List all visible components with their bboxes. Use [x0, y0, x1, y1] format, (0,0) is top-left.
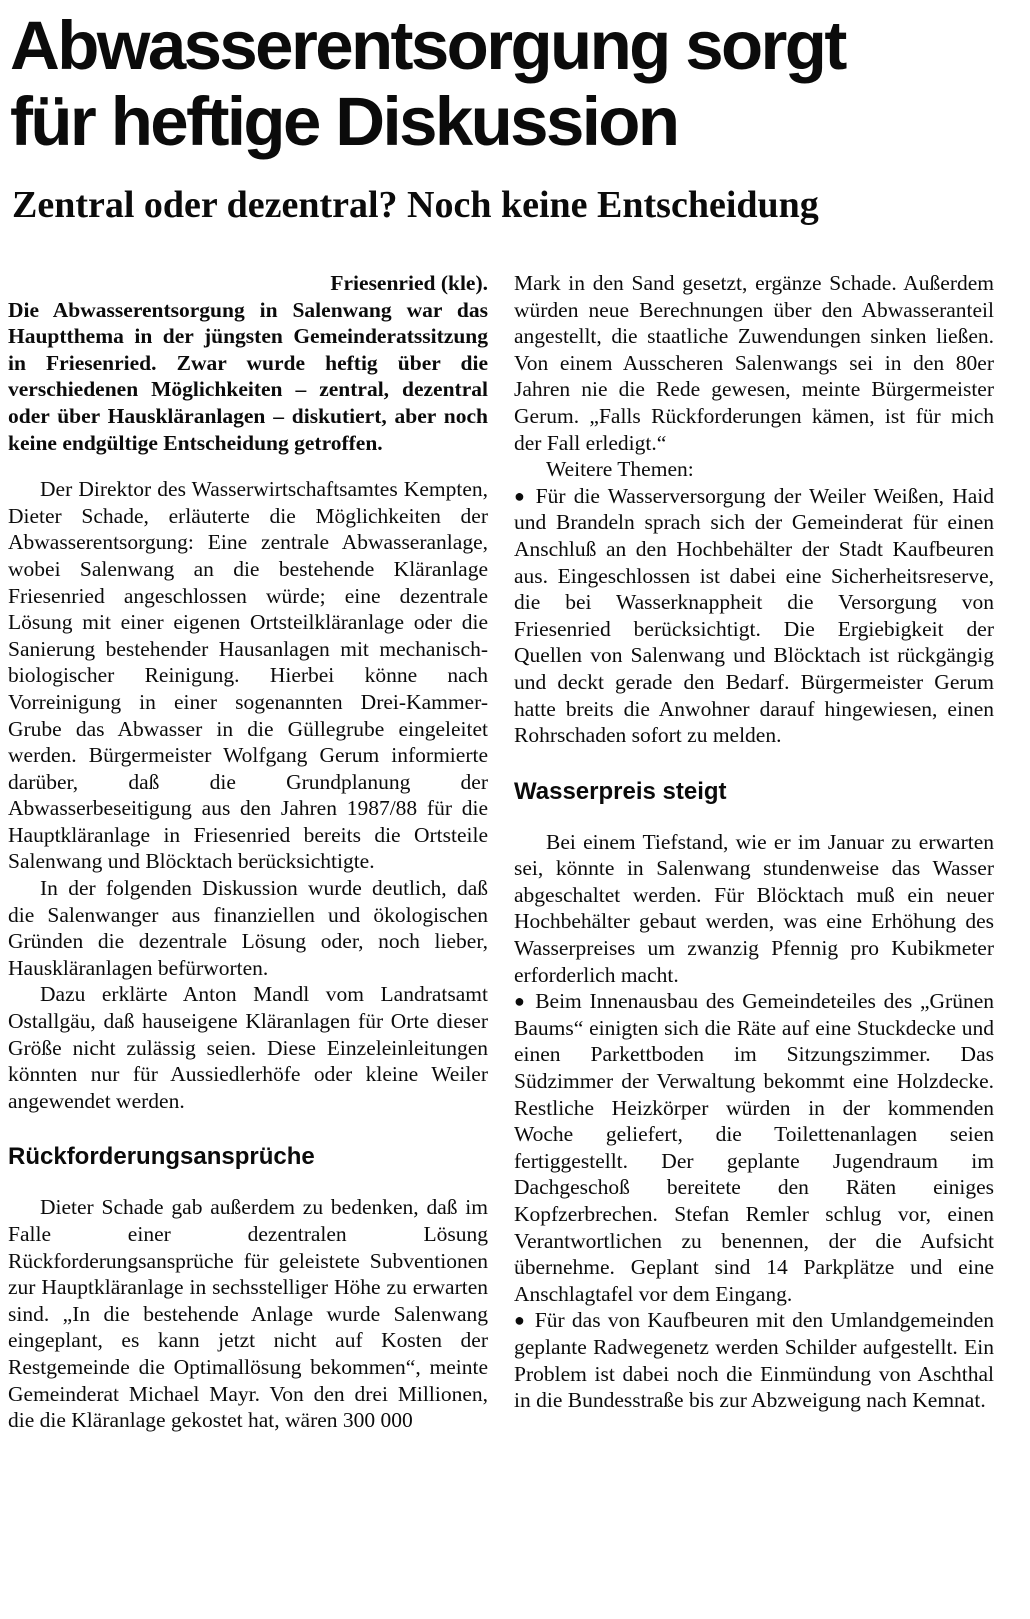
- headline-line-1: Abwasserentsorgung sorgt: [10, 7, 845, 84]
- section-subtitle: Rückforderungsansprüche: [8, 1143, 315, 1171]
- body-paragraph: Bei einem Tiefstand, wie er im Januar zu erwarten sei, könnte in Salenwang stundenweise das Wasser abgeschaltet werden. Für Blöcktach muß ein neuer Hochbehälter gebaut werden, was eine Erhöhung des Wasserpreises um zwanzig Pfennig pro Kubikmeter erforderlich macht.: [514, 829, 994, 987]
- body-paragraph: Der Direktor des Wasserwirtschaftsamtes Kempten, Dieter Schade, erläuterte die Möglichkeiten der Abwasserentsorgung: Eine zentrale Abwasseranlage, wobei Salenwang an die bestehende Kläranlage Friesenried angeschlossen würde; eine dezentrale Lösung mit einer eigenen Ortsteilkläranlage oder die Sanierung bestehender Hausanlagen mit mechanisch-biologischer Reinigung. Hierbei könne nach Vorreinigung in einer sogenannten Drei-Kammer-Grube das Abwasser in die Güllegrube eingeleitet werden. Bürgermeister Wolfgang Gerum informierte darüber, daß die Grundplanung der Abwasserbeseitigung aus den Jahren 1987/88 für die Hauptkläranlage in Friesenried bereits die Ortsteile Salenwang und Blöcktach berücksichtigte.: [8, 477, 488, 874]
- body-paragraph: In der folgenden Diskussion wurde deutlich, daß die Salenwanger aus finanziellen und ökologischen Gründen die dezentrale Lösung oder, noch lieber, Hauskläranlagen befürworten.: [8, 876, 488, 980]
- lead-paragraph: Die Abwasserentsorgung in Salenwang war das Hauptthema in der jüngsten Gemeinderatssitzung in Friesenried. Zwar wurde heftig über die verschiedenen Möglichkeiten – zentral, dezentral oder über Hauskläranlagen – diskutiert, aber noch keine endgültige Entscheidung getroffen.: [8, 297, 488, 455]
- dateline: Friesenried (kle).: [330, 271, 488, 295]
- headline: [10, 8, 1020, 160]
- subheadline: Zentral oder dezentral? Noch keine Entscheidung: [12, 184, 819, 226]
- bullet-paragraph: ● Für das von Kaufbeuren mit den Umlandgemeinden geplante Radwegenetz werden Schilder aufgestellt. Ein Problem ist dabei noch die Einmündung von Aschthal in die Bundesstraße bis zur Abzweigung nach Kemnat.: [514, 1307, 994, 1413]
- section-subtitle: Wasserpreis steigt: [514, 777, 727, 805]
- body-paragraph: Dazu erklärte Anton Mandl vom Landratsamt Ostallgäu, daß hauseigene Kläranlagen für Orte dieser Größe nicht zulässig seien. Diese Einzeleinleitungen könnten nur für Aussiedlerhöfe oder kleine Weiler angewendet werden.: [8, 982, 488, 1113]
- headline-line-2: für heftige Diskussion: [10, 83, 678, 160]
- article-column-left: [8, 270, 488, 1434]
- body-paragraph: Mark in den Sand gesetzt, ergänze Schade. Außerdem würden neue Berechnungen über den Abwasseranteil angestellt, die staatliche Zuwendungen sinken ließen. Von einem Ausscheren Salenwangs sei in den 80er Jahren nie die Rede gewesen, meinte Bürgermeister Gerum. „Falls Rückforderungen kämen, ist für mich der Fall erledigt.“: [514, 271, 994, 455]
- article-column-right: [514, 270, 994, 1414]
- topics-label: Weitere Themen:: [546, 457, 694, 482]
- bullet-paragraph: ● Für die Wasserversorgung der Weiler Weißen, Haid und Brandeln sprach sich der Gemeinderat für einen Anschluß an den Hochbehälter der Stadt Kaufbeuren aus. Eingeschlossen ist dabei eine Sicherheitsreserve, die bei Wasserknappheit die Versorgung von Friesenried berücksichtigt. Die Ergiebigkeit der Quellen von Salenwang und Blöcktach ist rückgängig und deckt gerade den Bedarf. Bürgermeister Gerum hatte breits die Anwohner darauf hingewiesen, einen Rohrschaden sofort zu melden.: [514, 483, 994, 749]
- body-paragraph: Dieter Schade gab außerdem zu bedenken, daß im Falle einer dezentralen Lösung Rückforderungsansprüche für geleistete Subventionen zur Hauptkläranlage in sechsstelliger Höhe zu erwarten sind. „In die bestehende Anlage wurde Salenwang eingeplant, es kann jetzt nicht auf Kosten der Restgemeinde die Optimallösung bekommen“, meinte Gemeinderat Michael Mayr. Von den drei Millionen, die die Kläranlage gekostet hat, wären 300 000: [8, 1195, 488, 1433]
- bullet-paragraph: ● Beim Innenausbau des Gemeindeteiles des „Grünen Baums“ einigten sich die Räte auf eine Stuckdecke und einen Parkettboden im Sitzungszimmer. Das Südzimmer der Verwaltung bekommt eine Holzdecke. Restliche Heizkörper würden in der kommenden Woche geliefert, die Toilettenanlagen seien fertiggestellt. Der geplante Jugendraum im Dachgeschoß bereitete den Räten einiges Kopfzerbrechen. Stefan Remler schlug vor, einen Verantwortlichen zu benennen, der die Aufsicht übernehme. Geplant sind 14 Parkplätze und eine Anschlagtafel vor dem Eingang.: [514, 988, 994, 1307]
